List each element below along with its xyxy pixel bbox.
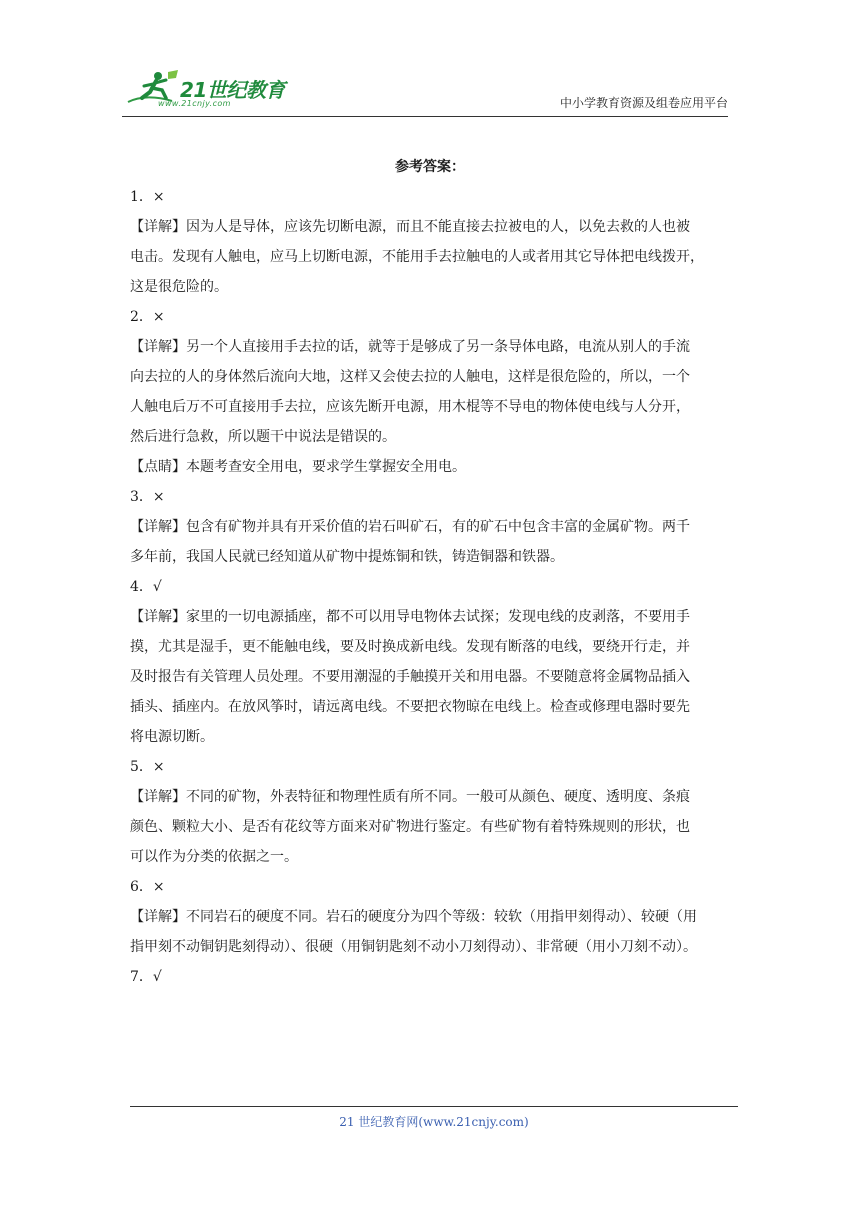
footer-divider	[130, 1106, 738, 1107]
answer-item	[130, 872, 730, 962]
answer-explanation-line: 然后进行急救，所以题干中说法是错误的。	[130, 429, 396, 445]
answer-explanation-line: 【详解】包含有矿物并具有开采价值的岩石叫矿石，有的矿石中包含丰富的金属矿物。两千	[130, 519, 690, 535]
answer-item	[130, 182, 730, 302]
answer-item	[130, 302, 730, 482]
platform-name: 中小学教育资源及组卷应用平台	[559, 96, 728, 110]
answer-item	[130, 962, 730, 992]
answer-number: 2．×	[130, 309, 165, 325]
answer-explanation-line: 电击。发现有人触电，应马上切断电源，不能用手去拉触电的人或者用其它导体把电线拨开，	[130, 249, 704, 265]
header-divider	[122, 116, 728, 117]
answers-title: 参考答案：	[395, 159, 465, 175]
answer-explanation-line: 摸，尤其是湿手，更不能触电线，要及时换成新电线。发现有断落的电线，要绕开行走，并	[130, 639, 690, 655]
answer-explanation-line: 【详解】家里的一切电源插座，都不可以用导电物体去试探；发现电线的皮剥落，不要用手	[130, 609, 690, 625]
answer-explanation-line: 及时报告有关管理人员处理。不要用潮湿的手触摸开关和用电器。不要随意将金属物品插入	[130, 669, 690, 685]
answer-number: 7．√	[130, 969, 162, 985]
answer-item	[130, 572, 730, 752]
answer-explanation-line: 可以作为分类的依据之一。	[130, 849, 298, 865]
logo-text: 21世纪教育	[180, 78, 285, 102]
answer-explanation-line: 【详解】因为人是导体，应该先切断电源，而且不能直接去拉被电的人，以免去救的人也被	[130, 219, 690, 235]
logo	[122, 68, 292, 114]
footer-text: 21 世纪教育网(www.21cnjy.com)	[339, 1115, 529, 1129]
answer-explanation-line: 这是很危险的。	[130, 279, 228, 295]
answer-item	[130, 752, 730, 872]
answer-explanation-line: 插头、插座内。在放风筝时，请远离电线。不要把衣物晾在电线上。检查或修理电器时要先	[130, 699, 690, 715]
answer-explanation-line: 向去拉的人的身体然后流向大地，这样又会使去拉的人触电，这样是很危险的，所以，一个	[130, 369, 690, 385]
answer-list	[130, 182, 730, 992]
answer-number: 5．×	[130, 759, 165, 775]
answer-number: 4．√	[130, 579, 162, 595]
page-header	[122, 64, 728, 118]
logo-url: www.21cnjy.com	[158, 99, 231, 108]
answer-explanation-line: 颜色、颗粒大小、是否有花纹等方面来对矿物进行鉴定。有些矿物有着特殊规则的形状，也	[130, 819, 690, 835]
answer-number: 3．×	[130, 489, 165, 505]
answer-explanation-line: 多年前，我国人民就已经知道从矿物中提炼铜和铁，铸造铜器和铁器。	[130, 549, 564, 565]
answer-content	[130, 152, 730, 992]
answer-item	[130, 482, 730, 572]
answer-explanation-line: 【详解】另一个人直接用手去拉的话，就等于是够成了另一条导体电路，电流从别人的手流	[130, 339, 690, 355]
answer-explanation-line: 【详解】不同的矿物，外表特征和物理性质有所不同。一般可从颜色、硬度、透明度、条痕	[130, 789, 690, 805]
answer-explanation-line: 指甲刻不动铜钥匙刻得动）、很硬（用铜钥匙刻不动小刀刻得动）、非常硬（用小刀刻不动）。	[130, 939, 697, 955]
answer-number: 6．×	[130, 879, 165, 895]
answer-explanation-line: 人触电后万不可直接用手去拉，应该先断开电源，用木棍等不导电的物体使电线与人分开，	[130, 399, 690, 415]
answer-explanation-line: 【点睛】本题考查安全用电，要求学生掌握安全用电。	[130, 459, 466, 475]
answer-number: 1．×	[130, 189, 165, 205]
answer-explanation-line: 【详解】不同岩石的硬度不同。岩石的硬度分为四个等级：较软（用指甲刻得动）、较硬（用	[130, 909, 697, 925]
answer-explanation-line: 将电源切断。	[130, 729, 214, 745]
